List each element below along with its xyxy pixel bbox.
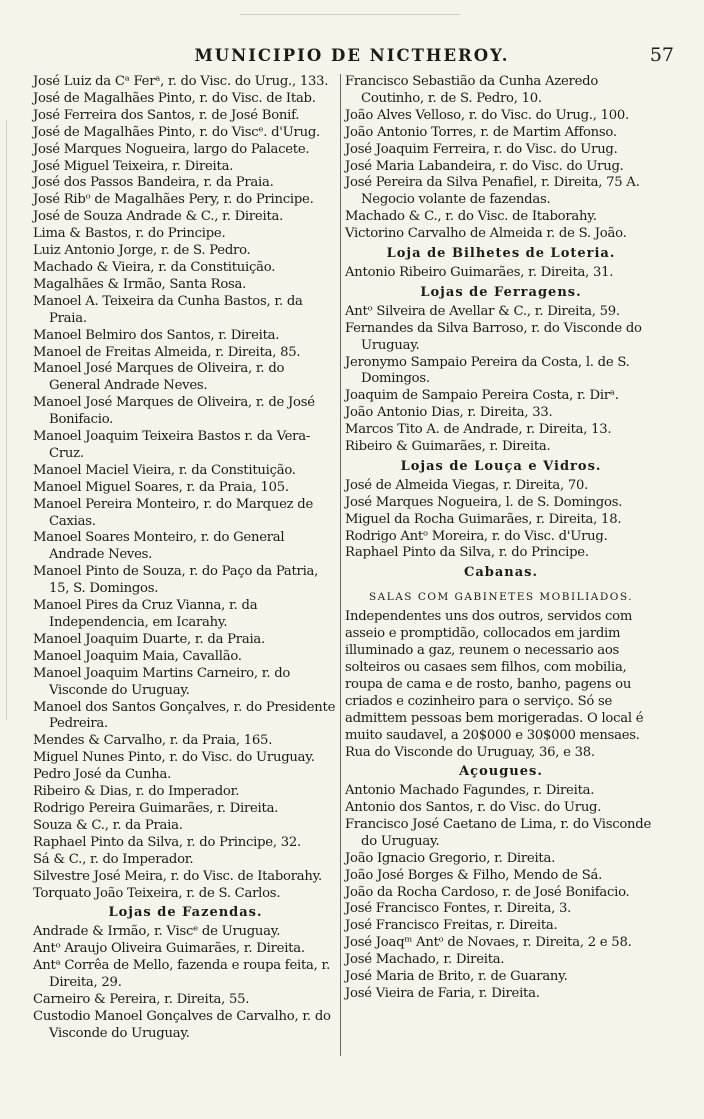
loteria-entries: [345, 265, 657, 282]
left-entries-a: [33, 74, 338, 902]
directory-entry: Raphael Pinto da Silva, r. do Principe, 32.: [33, 834, 301, 850]
subheading-salas-com-gabinetes: SALAS COM GABINETES MOBILIADOS.: [368, 591, 634, 604]
directory-entry: Antᵒ Araujo Oliveira Guimarães, r. Direita.: [33, 941, 305, 957]
left-column: [33, 74, 338, 1074]
directory-entry: João José Borges & Filho, Mendo de Sá.: [345, 867, 603, 883]
directory-entry: José de Magalhães Pinto, r. do Visc. de Itab.: [33, 90, 316, 106]
directory-entry: José de Magalhães Pinto, r. do Viscᵉ. d'Urug.: [33, 124, 320, 140]
directory-entry: Antᵃ Corrêa de Mello, fazenda e roupa feita, r. Direita, 29.: [33, 958, 331, 991]
heading-lojas-de-fazendas: Lojas de Fazendas.: [108, 905, 263, 921]
ferragens-entries: [345, 304, 657, 456]
directory-entry: Manoel Joaquim Maia, Cavallão.: [33, 648, 242, 664]
directory-entry: Manoel Belmiro dos Santos, r. Direita.: [33, 327, 280, 343]
directory-entry: Manoel A. Teixeira da Cunha Bastos, r. da Praia.: [33, 293, 303, 326]
directory-entry: Rodrigo Antᵒ Moreira, r. do Visc. d'Urug.: [345, 528, 608, 544]
directory-entry: José Pereira da Silva Penafiel, r. Direita, 75 A. Negocio volante de fazendas.: [345, 175, 640, 208]
left-entries-b: [33, 924, 338, 1042]
directory-entry: Machado & C., r. do Visc. de Itaborahy.: [345, 209, 597, 225]
directory-entry: José Machado, r. Direita.: [345, 952, 505, 968]
directory-entry: José Francisco Freitas, r. Direita.: [345, 918, 558, 934]
heading-lojas-de-ferragens: Lojas de Ferragens.: [420, 284, 582, 300]
directory-entry: Machado & Vieira, r. da Constituição.: [33, 259, 276, 275]
directory-entry: Antonio dos Santos, r. do Visc. do Urug.: [345, 800, 602, 815]
right-entries-a: [345, 74, 657, 243]
directory-entry: Custodio Manoel Gonçalves de Carvalho, r. do Visconde do Uruguay.: [33, 1008, 331, 1041]
directory-entry: Fernandes da Silva Barroso, r. do Visconde do Uruguay.: [345, 320, 642, 353]
directory-entry: Manoel José Marques de Oliveira, r. do General Andrade Neves.: [33, 361, 285, 394]
directory-entry: Ribeiro & Guimarães, r. Direita.: [345, 439, 551, 455]
directory-entry: Francisco José Caetano de Lima, r. do Visconde do Uruguay.: [345, 816, 652, 849]
directory-entry: Magalhães & Irmão, Santa Rosa.: [33, 276, 247, 292]
directory-entry: Raphael Pinto da Silva, r. do Principe.: [345, 545, 589, 561]
directory-entry: Andrade & Irmão, r. Viscᵉ de Uruguay.: [33, 924, 281, 940]
directory-entry: Francisco Sebastião da Cunha Azeredo Coutinho, r. de S. Pedro, 10.: [345, 74, 599, 106]
column-divider: [340, 74, 341, 1056]
directory-entry: Jeronymo Sampaio Pereira da Costa, l. de S. Domingos.: [345, 354, 630, 387]
directory-entry: Rodrigo Pereira Guimarães, r. Direita.: [33, 800, 279, 816]
scan-speck-top: [240, 14, 460, 15]
directory-entry: José Maria de Brito, r. de Guarany.: [345, 969, 568, 985]
directory-entry: João Ignacio Gregorio, r. Direita.: [345, 850, 556, 866]
directory-entry: José Francisco Fontes, r. Direita, 3.: [345, 901, 572, 917]
directory-entry: Manoel José Marques de Oliveira, r. de José Bonifacio.: [33, 395, 315, 428]
directory-entry: Antonio Machado Fagundes, r. Direita.: [345, 783, 595, 799]
directory-entry: Sá & C., r. do Imperador.: [33, 851, 194, 867]
directory-entry: Pedro José da Cunha.: [33, 767, 172, 783]
directory-entry: Manoel Pires da Cruz Vianna, r. da Independencia, em Icarahy.: [33, 598, 258, 630]
directory-entry: Souza & C., r. da Praia.: [33, 817, 183, 833]
directory-entry: Miguel Nunes Pinto, r. do Visc. do Uruguay.: [33, 750, 315, 766]
heading-lojas-de-louca-e-vidros: Lojas de Louça e Vidros.: [400, 458, 602, 474]
directory-entry: Victorino Carvalho de Almeida r. de S. João.: [345, 226, 627, 242]
louca-entries: [345, 478, 657, 563]
directory-entry: Antonio Ribeiro Guimarães, r. Direita, 31.: [345, 264, 614, 280]
directory-entry: Manoel Joaquim Martins Carneiro, r. do Visconde do Uruguay.: [33, 665, 291, 698]
acougues-entries: [345, 783, 657, 1003]
directory-entry: José Marques Nogueira, largo do Palacete.: [33, 141, 310, 157]
directory-entry: Mendes & Carvalho, r. da Praia, 165.: [33, 733, 273, 749]
directory-entry: Torquato João Teixeira, r. de S. Carlos.: [33, 885, 281, 901]
directory-entry: José Luiz da Cᵃ Ferᵃ, r. do Visc. do Urug., 133.: [33, 74, 329, 89]
heading-acougues: Açougues.: [459, 764, 543, 780]
directory-entry: Manoel Maciel Vieira, r. da Constituição.: [33, 462, 296, 478]
directory-entry: Manoel Joaquim Teixeira Bastos r. da Vera-Cruz.: [33, 429, 311, 461]
heading-loja-de-bilhetes-de-loteria: Loja de Bilhetes de Loteria.: [386, 246, 616, 262]
directory-entry: Marcos Tito A. de Andrade, r. Direita, 13.: [345, 422, 612, 438]
directory-entry: João da Rocha Cardoso, r. de José Bonifacio.: [345, 884, 630, 900]
heading-cabanas: Cabanas.: [463, 565, 538, 581]
directory-entry: José Miguel Teixeira, r. Direita.: [33, 158, 234, 174]
directory-entry: José Ferreira dos Santos, r. de José Bonif.: [33, 107, 300, 123]
directory-entry: José de Souza Andrade & C., r. Direita.: [33, 209, 284, 225]
directory-entry: Ribeiro & Dias, r. do Imperador.: [33, 784, 240, 800]
directory-entry: Manoel Pereira Monteiro, r. do Marquez de Caxias.: [33, 496, 314, 529]
directory-entry: José Ribᵒ de Magalhães Pery, r. do Principe.: [33, 192, 314, 208]
scan-speck-margin: [6, 120, 7, 720]
directory-entry: Luiz Antonio Jorge, r. de S. Pedro.: [33, 243, 251, 259]
directory-entry: Manoel Pinto de Souza, r. do Paço da Patria, 15, S. Domingos.: [33, 564, 319, 597]
directory-entry: Lima & Bastos, r. do Principe.: [33, 226, 226, 242]
directory-entry: José Joaquim Ferreira, r. do Visc. do Urug.: [345, 141, 618, 157]
page-number: 57: [649, 44, 674, 66]
directory-entry: Manoel Joaquim Duarte, r. da Praia.: [33, 631, 265, 647]
directory-entry: Antᵒ Silveira de Avellar & C., r. Direita, 59.: [345, 303, 620, 319]
directory-entry: João Antonio Dias, r. Direita, 33.: [345, 405, 553, 421]
directory-entry: Silvestre José Meira, r. do Visc. de Itaborahy.: [33, 868, 323, 884]
directory-entry: José Vieira de Faria, r. Direita.: [345, 985, 540, 1001]
directory-entry: José Joaqᵐ Antᵒ de Novaes, r. Direita, 2 e 58.: [345, 935, 632, 951]
directory-entry: Manoel Miguel Soares, r. da Praia, 105.: [33, 479, 289, 495]
right-column: [345, 74, 657, 1074]
directory-entry: Joaquim de Sampaio Pereira Costa, r. Dirᵃ.: [345, 388, 619, 404]
directory-entry: Manoel de Freitas Almeida, r. Direita, 85.: [33, 344, 301, 360]
directory-entry: José de Almeida Viegas, r. Direita, 70.: [345, 477, 589, 493]
directory-entry: José dos Passos Bandeira, r. da Praia.: [33, 175, 274, 191]
directory-entry: Manoel Soares Monteiro, r. do General Andrade Neves.: [33, 530, 285, 563]
page-header: [30, 44, 674, 70]
paragraph-salas: Independentes uns dos outros, servidos com asseio e promptidão, collocados em jardim illuminado a gaz, reunem o necessario aos solteiros ou casaes sem filhos, com mobilia, roupa de cama e de rosto, banho, pagens ou criados e cozinheiro para o serviço. Só se admittem pessoas bem morigeradas. O local é muito saudavel, a 20$000 e 30$000 mensaes. Rua do Visconde do Uruguay, 36, e 38.: [345, 609, 644, 761]
directory-entry: Carneiro & Pereira, r. Direita, 55.: [33, 991, 250, 1007]
directory-entry: José Marques Nogueira, l. de S. Domingos.: [345, 494, 623, 510]
directory-entry: Manoel dos Santos Gonçalves, r. do Presidente Pedreira.: [33, 699, 336, 732]
directory-entry: João Antonio Torres, r. de Martim Affonso.: [345, 124, 617, 140]
directory-entry: Miguel da Rocha Guimarães, r. Direita, 18.: [345, 511, 622, 527]
page-title: MUNICIPIO DE NICTHEROY.: [194, 46, 510, 65]
directory-entry: José Maria Labandeira, r. do Visc. do Urug.: [345, 158, 624, 174]
directory-entry: João Alves Velloso, r. do Visc. do Urug., 100.: [345, 107, 629, 123]
